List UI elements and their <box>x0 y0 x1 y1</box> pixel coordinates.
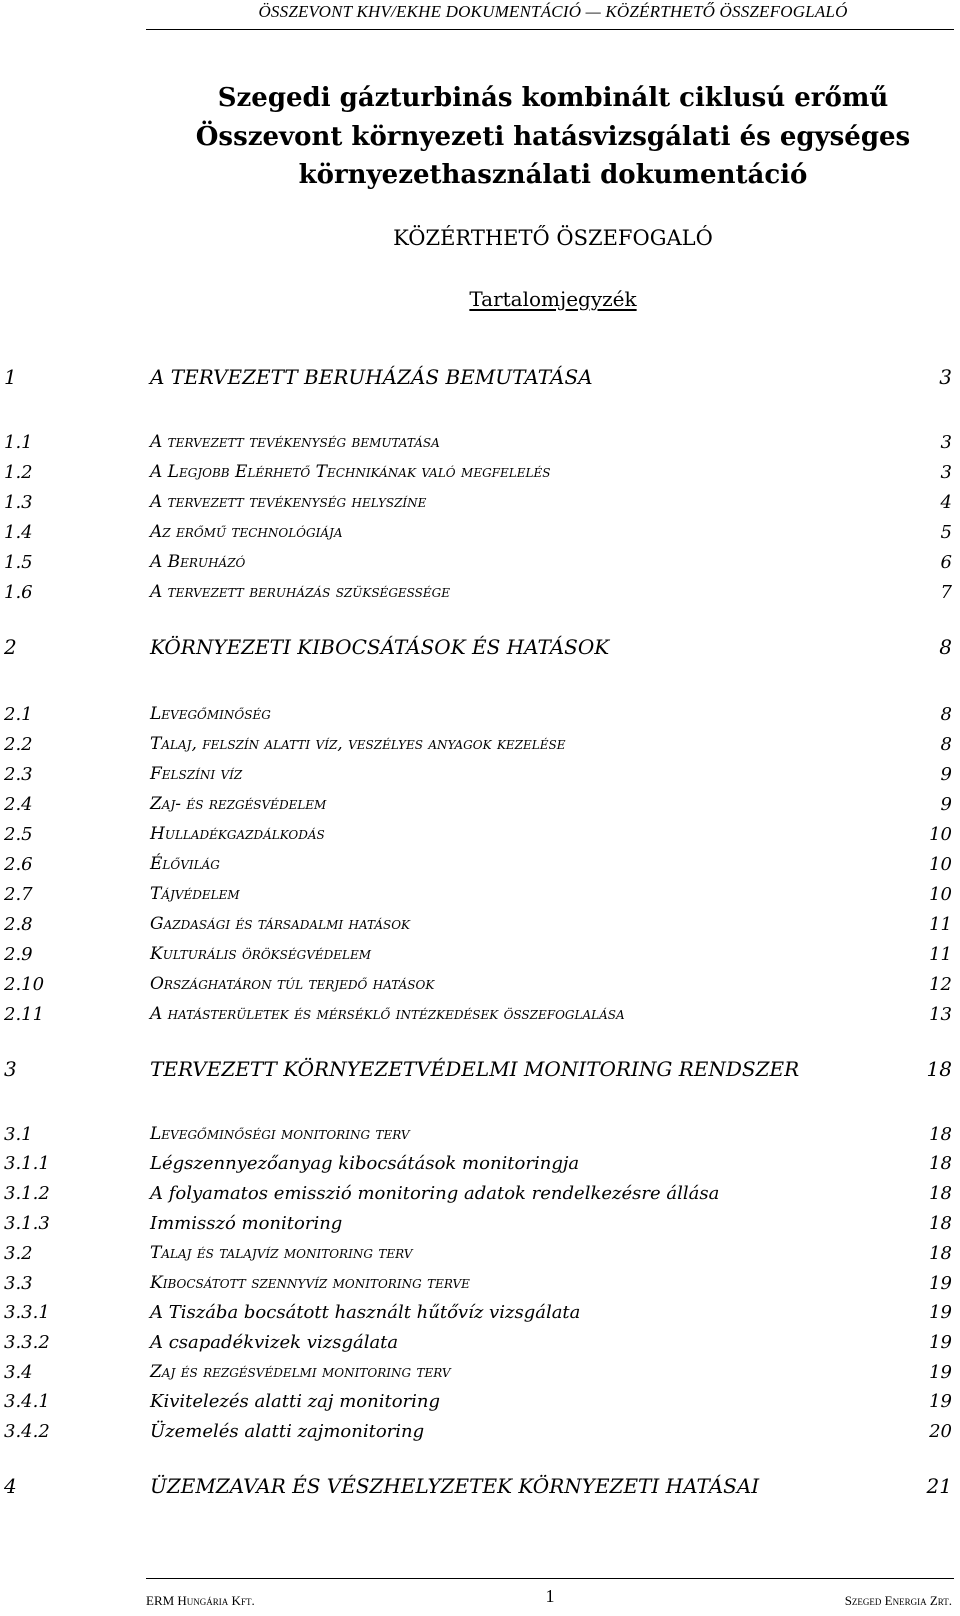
toc-entry-label: Felszíni víz <box>150 764 243 784</box>
toc-entry-label: A Tiszába bocsátott használt hűtővíz vizsgálata <box>150 1302 581 1323</box>
toc-entry-page: 19 <box>929 1302 952 1323</box>
toc-entry[interactable] <box>0 432 960 458</box>
toc-entry[interactable] <box>0 1153 960 1179</box>
toc-entry-number: 2.5 <box>4 824 33 845</box>
toc-entry-number: 2.4 <box>4 794 33 815</box>
toc-entry[interactable] <box>0 1183 960 1209</box>
toc-entry-page: 19 <box>929 1391 952 1412</box>
toc-entry[interactable] <box>0 914 960 940</box>
toc-entry[interactable] <box>0 1273 960 1299</box>
toc-entry-label: Légszennyezőanyag kibocsátások monitoringja <box>150 1153 580 1174</box>
toc-entry-label: A csapadékvizek vizsgálata <box>150 1332 399 1353</box>
toc-entry-label: Kibocsátott szennyvíz monitoring terve <box>150 1273 470 1293</box>
toc-entry-label: Az erőmű technológiája <box>150 522 343 542</box>
title-line-2: Összevont környezeti hatásvizsgálati és egységes <box>195 122 911 152</box>
toc-entry-number: 3.4.2 <box>4 1421 50 1442</box>
running-header: ÖSSZEVONT KHV/EKHE DOKUMENTÁCIÓ — KÖZÉRTHETŐ ÖSSZEFOGLALÓ <box>258 2 848 21</box>
toc-entry-label: Kivitelezés alatti zaj monitoring <box>150 1391 441 1412</box>
toc-entry-page: 9 <box>940 764 952 785</box>
toc-entry-page: 10 <box>929 854 952 875</box>
title-line-3: környezethasználati dokumentáció <box>298 160 808 190</box>
toc-entry-page: 11 <box>929 914 952 935</box>
toc-entry-number: 2 <box>4 635 17 659</box>
toc-entry-number: 2.3 <box>4 764 33 785</box>
toc-entry-number: 3.3.1 <box>4 1302 50 1323</box>
toc-entry[interactable] <box>0 582 960 608</box>
toc-entry-label: A hatásterületek és mérséklő intézkedések összefoglalása <box>150 1004 625 1024</box>
toc-entry-label: A tervezett tevékenység bemutatása <box>150 432 440 452</box>
toc-entry[interactable] <box>0 1243 960 1269</box>
toc-entry-number: 2.8 <box>4 914 33 935</box>
toc-entry-page: 18 <box>929 1153 952 1174</box>
toc-entry-number: 3.1 <box>4 1124 33 1145</box>
toc-entry-label: Gazdasági és társadalmi hatások <box>150 914 411 934</box>
toc-entry-number: 3.4 <box>4 1362 33 1383</box>
toc-entry-page: 19 <box>929 1273 952 1294</box>
toc-entry-label: Élővilág <box>150 854 220 874</box>
toc-entry-page: 9 <box>940 794 952 815</box>
toc-entry[interactable] <box>0 1302 960 1328</box>
footer-divider <box>146 1578 954 1579</box>
toc-entry-number: 2.2 <box>4 734 33 755</box>
toc-entry-number: 3.4.1 <box>4 1391 50 1412</box>
toc-entry[interactable] <box>0 974 960 1000</box>
toc-entry-number: 3.1.1 <box>4 1153 50 1174</box>
toc-entry-label: TERVEZETT KÖRNYEZETVÉDELMI MONITORING RENDSZER <box>150 1057 800 1081</box>
toc-entry-label: Kulturális örökségvédelem <box>150 944 372 964</box>
page-number: 1 <box>545 1586 555 1606</box>
toc-entry-page: 6 <box>940 552 952 573</box>
toc-entry[interactable] <box>0 1474 960 1500</box>
toc-entry[interactable] <box>0 365 960 391</box>
header-divider <box>146 29 954 30</box>
toc-entry-page: 19 <box>929 1362 952 1383</box>
title-line-1: Szegedi gázturbinás kombinált ciklusú erőmű <box>217 83 889 113</box>
toc-entry-page: 5 <box>940 522 952 543</box>
toc-entry[interactable] <box>0 824 960 850</box>
toc-entry[interactable] <box>0 1391 960 1417</box>
toc-entry-number: 3.2 <box>4 1243 33 1264</box>
toc-entry-label: A folyamatos emisszió monitoring adatok rendelkezésre állása <box>150 1183 720 1204</box>
toc-entry[interactable] <box>0 635 960 661</box>
toc-entry-number: 1.2 <box>4 462 33 483</box>
toc-entry-label: A TERVEZETT BERUHÁZÁS BEMUTATÁSA <box>150 365 593 389</box>
toc-entry-label: Levegőminőség <box>150 704 271 724</box>
footer-client: Szeged Energia Zrt. <box>844 1593 952 1608</box>
toc-entry-number: 2.10 <box>4 974 45 995</box>
toc-entry-label: Üzemelés alatti zajmonitoring <box>150 1421 425 1442</box>
toc-entry-page: 8 <box>940 734 952 755</box>
toc-entry-number: 2.11 <box>4 1004 45 1025</box>
toc-entry[interactable] <box>0 1213 960 1239</box>
toc-entry[interactable] <box>0 1362 960 1388</box>
toc-entry[interactable] <box>0 884 960 910</box>
toc-entry-label: A Legjobb Elérhető Technikának való megfelelés <box>150 462 551 482</box>
toc-entry[interactable] <box>0 522 960 548</box>
toc-entry-label: A Beruházó <box>150 552 246 572</box>
toc-entry-page: 10 <box>929 824 952 845</box>
toc-heading-text: Tartalomjegyzék <box>469 287 637 311</box>
document-subtitle: KÖZÉRTHETŐ ÖSZEFOGALÓ <box>393 226 713 250</box>
toc-entry-page: 3 <box>939 365 952 389</box>
toc-entry-page: 18 <box>929 1213 952 1234</box>
toc-entry-page: 3 <box>940 432 952 453</box>
toc-entry-page: 18 <box>929 1243 952 1264</box>
toc-entry-number: 3.1.3 <box>4 1213 50 1234</box>
toc-entry-number: 3.3.2 <box>4 1332 50 1353</box>
toc-entry[interactable] <box>0 944 960 970</box>
toc-entry-page: 7 <box>940 582 952 603</box>
toc-entry[interactable] <box>0 764 960 790</box>
toc-entry-page: 21 <box>926 1474 952 1498</box>
toc-entry-page: 19 <box>929 1332 952 1353</box>
toc-entry-number: 3.3 <box>4 1273 33 1294</box>
toc-entry-label: A tervezett tevékenység helyszíne <box>150 492 427 512</box>
toc-entry-label: Tájvédelem <box>150 884 240 904</box>
toc-entry[interactable] <box>0 854 960 880</box>
toc-entry-number: 1.3 <box>4 492 33 513</box>
toc-entry-number: 3 <box>4 1057 17 1081</box>
toc-entry-number: 1 <box>4 365 17 389</box>
toc-entry-page: 8 <box>940 704 952 725</box>
footer-author: ERM Hungária Kft. <box>146 1593 255 1608</box>
toc-entry-number: 2.6 <box>4 854 33 875</box>
toc-entry-number: 2.7 <box>4 884 33 905</box>
toc-entry-label: Immisszó monitoring <box>150 1213 343 1234</box>
toc-entry-label: Hulladékgazdálkodás <box>150 824 325 844</box>
toc-entry[interactable] <box>0 462 960 488</box>
toc-entry[interactable] <box>0 1421 960 1447</box>
toc-entry-page: 3 <box>940 462 952 483</box>
toc-entry[interactable] <box>0 1057 960 1083</box>
toc-entry-label: KÖRNYEZETI KIBOCSÁTÁSOK ÉS HATÁSOK <box>150 635 610 659</box>
toc-entry-number: 1.5 <box>4 552 33 573</box>
toc-entry[interactable] <box>0 1124 960 1150</box>
toc-entry-page: 20 <box>929 1421 952 1442</box>
toc-entry-number: 1.1 <box>4 432 33 453</box>
toc-entry-label: Talaj, felszín alatti víz, veszélyes anyagok kezelése <box>150 734 566 754</box>
toc-entry-label: Talaj és talajvíz monitoring terv <box>150 1243 413 1263</box>
toc-entry-label: Levegőminőségi monitoring terv <box>150 1124 410 1144</box>
toc-entry[interactable] <box>0 1332 960 1358</box>
toc-entry-number: 2.9 <box>4 944 33 965</box>
toc-entry[interactable] <box>0 552 960 578</box>
toc-entry-page: 8 <box>939 635 952 659</box>
toc-entry[interactable] <box>0 1004 960 1030</box>
toc-entry-page: 10 <box>929 884 952 905</box>
toc-entry[interactable] <box>0 704 960 730</box>
toc-entry-number: 2.1 <box>4 704 33 725</box>
toc-entry-number: 4 <box>4 1474 17 1498</box>
toc-entry-page: 4 <box>940 492 952 513</box>
toc-entry-label: Zaj- és rezgésvédelem <box>150 794 327 814</box>
toc-entry-page: 13 <box>929 1004 952 1025</box>
toc-entry[interactable] <box>0 492 960 518</box>
toc-entry[interactable] <box>0 794 960 820</box>
toc-entry-number: 1.4 <box>4 522 33 543</box>
toc-entry-label: A tervezett beruházás szükségessége <box>150 582 450 602</box>
toc-entry-page: 18 <box>929 1183 952 1204</box>
toc-entry-page: 12 <box>929 974 952 995</box>
toc-entry-number: 3.1.2 <box>4 1183 50 1204</box>
toc-entry[interactable] <box>0 734 960 760</box>
toc-entry-label: Zaj és rezgésvédelmi monitoring terv <box>150 1362 451 1382</box>
toc-entry-page: 18 <box>926 1057 952 1081</box>
toc-heading <box>146 287 960 311</box>
toc-entry-label: ÜZEMZAVAR ÉS VÉSZHELYZETEK KÖRNYEZETI HATÁSAI <box>150 1474 760 1498</box>
toc-entry-label: Országhatáron túl terjedő hatások <box>150 974 435 994</box>
toc-entry-page: 11 <box>929 944 952 965</box>
toc-entry-number: 1.6 <box>4 582 33 603</box>
toc-entry-page: 18 <box>929 1124 952 1145</box>
